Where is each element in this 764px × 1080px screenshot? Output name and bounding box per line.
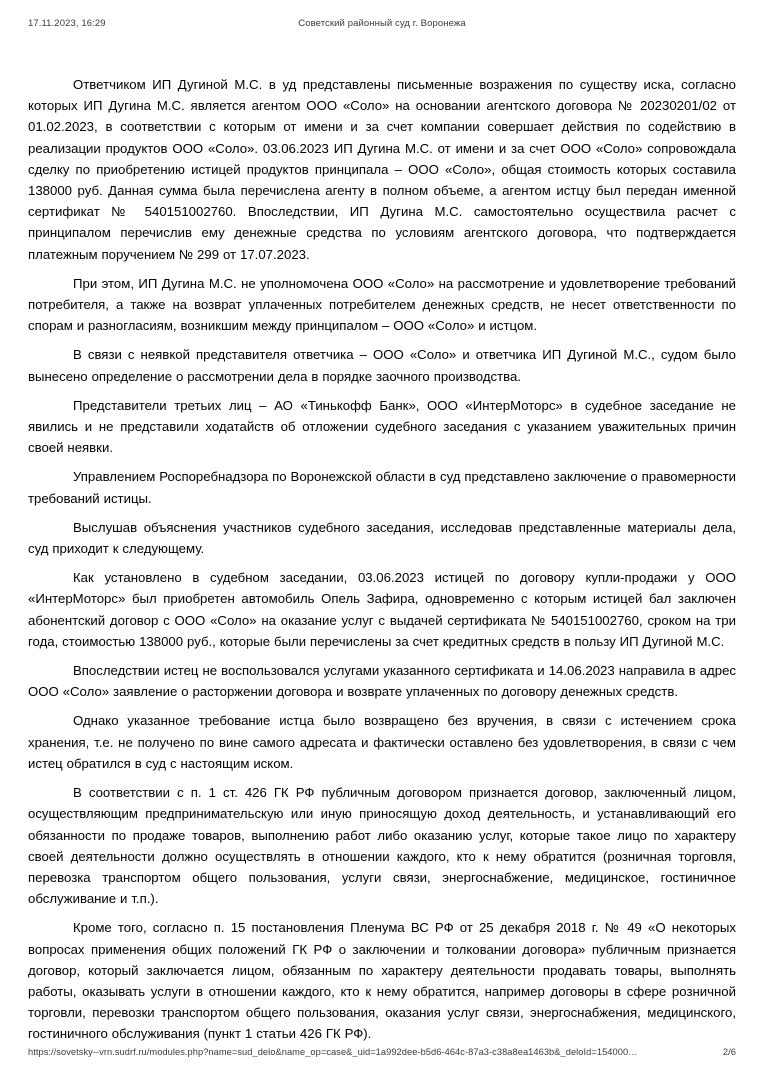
- header-datetime: 17.11.2023, 16:29: [28, 17, 106, 29]
- document-paragraph: Как установлено в судебном заседании, 03.06.2023 истицей по договору купли-продажи у ООО «ИнтерМоторс» был приобретен автомобиль Опель Зафира, одновременно с которым истицей бал заключен абонентский договор с ООО «Соло» на оказание услуг с выдачей сертификата № 540151002760, сроком на три года, стоимостью 138000 руб., которые были перечислены за счет кредитных средств в пользу ИП Дугиной М.С.: [28, 570, 736, 649]
- footer-page-number: 2/6: [722, 1046, 736, 1057]
- document-body: [28, 74, 736, 1045]
- header-court-title: Советский районный суд г. Воронежа: [298, 17, 466, 29]
- page-footer: [28, 1045, 736, 1058]
- document-paragraph: Выслушав объяснения участников судебного заседания, исследовав представленные материалы дела, суд приходит к следующему.: [28, 519, 736, 557]
- document-paragraph: Кроме того, согласно п. 15 постановления Пленума ВС РФ от 25 декабря 2018 г. № 49 «О некоторых вопросах применения общих положений ГК РФ о заключении и толковании договора» публичным признается договор, который заключается лицом, обязанным по характеру деятельности продавать товары, выполнять работы, оказывать услуги в отношении каждого, кто к нему обратится, например договоры в сфере розничной торговли, перевозки транспортом общего пользования, оказания услуг связи, энергоснабжения, медицинского, гостиничного обслуживания (пункт 1 статьи 426 ГК РФ).: [28, 920, 736, 1042]
- footer-source-url[interactable]: https://sovetsky--vrn.sudrf.ru/modules.php?name=sud_delo&name_op=case&_uid=1a992dee-b5d6-464c-87a3-c38a8ea1463b&_deloId=154000…: [28, 1046, 638, 1057]
- document-paragraph: При этом, ИП Дугина М.С. не уполномочена ООО «Соло» на рассмотрение и удовлетворение требований потребителя, а также на возврат уплаченных потребителем денежных средств, не несет ответственности по спорам и разногласиям, возникшим между принципалом – ООО «Соло» и истцом.: [28, 275, 736, 334]
- document-paragraph: Управлением Роспоребнадзора по Воронежской области в суд представлено заключение о правомерности требований истицы.: [28, 469, 736, 506]
- document-paragraph: Однако указанное требование истца было возвращено без вручения, в связи с истечением срока хранения, т.е. не получено по вине самого адресата и фактически оставлено без удовлетворения, в связи с чем истец обратился в суд с настоящим иском.: [28, 713, 736, 771]
- page-header: [28, 16, 736, 30]
- document-paragraph: В связи с неявкой представителя ответчика – ООО «Соло» и ответчика ИП Дугиной М.С., судом было вынесено определение о рассмотрении дела в порядке заочного производства.: [28, 347, 736, 384]
- document-paragraph: Представители третьих лиц – АО «Тинькофф Банк», ООО «ИнтерМоторс» в судебное заседание не явились и не представили ходатайств об отложении судебного заседания с указанием уважительных причин своей неявки.: [28, 397, 736, 456]
- document-paragraph: Впоследствии истец не воспользовался услугами указанного сертификата и 14.06.2023 направила в адрес ООО «Соло» заявление о расторжении договора и возврате уплаченных по договору денежных средств.: [28, 663, 736, 700]
- document-paragraph: Ответчиком ИП Дугиной М.С. в уд представлены письменные возражения по существу иска, согласно которых ИП Дугина М.С. является агентом ООО «Соло» на основании агентского договора № 20230201/02 от 01.02.2023, в соответствии с которым от имени и за счет компании совершает действия по содействию в реализации продуктов ООО «Соло». 03.06.2023 ИП Дугина М.С. от имени и за счет ООО «Соло» сопровождала сделку по приобретению истицей продуктов принципала – ООО «Соло», общая стоимость которых составила 138000 руб. Данная сумма была перечислена агенту в полном объеме, а агентом истцу был передан именной сертификат № 540151002760. Впоследствии, ИП Дугина М.С. самостоятельно осуществила расчет с принципалом перечислив ему денежные средства по условиям агентского договора, что подтверждается платежным поручением № 299 от 17.07.2023.: [28, 77, 736, 262]
- document-paragraph: В соответствии с п. 1 ст. 426 ГК РФ публичным договором признается договор, заключенный лицом, осуществляющим предпринимательскую или иную приносящую доход деятельность, и устанавливающий его обязанности по продаже товаров, выполнению работ либо оказанию услуг, которые такое лицо по характеру своей деятельности должно осуществлять в отношении каждого, кто к нему обратится (розничная торговля, перевозка транспортом общего пользования, услуги связи, энергоснабжение, медицинское, гостиничное обслуживание и т.п.).: [28, 785, 736, 907]
